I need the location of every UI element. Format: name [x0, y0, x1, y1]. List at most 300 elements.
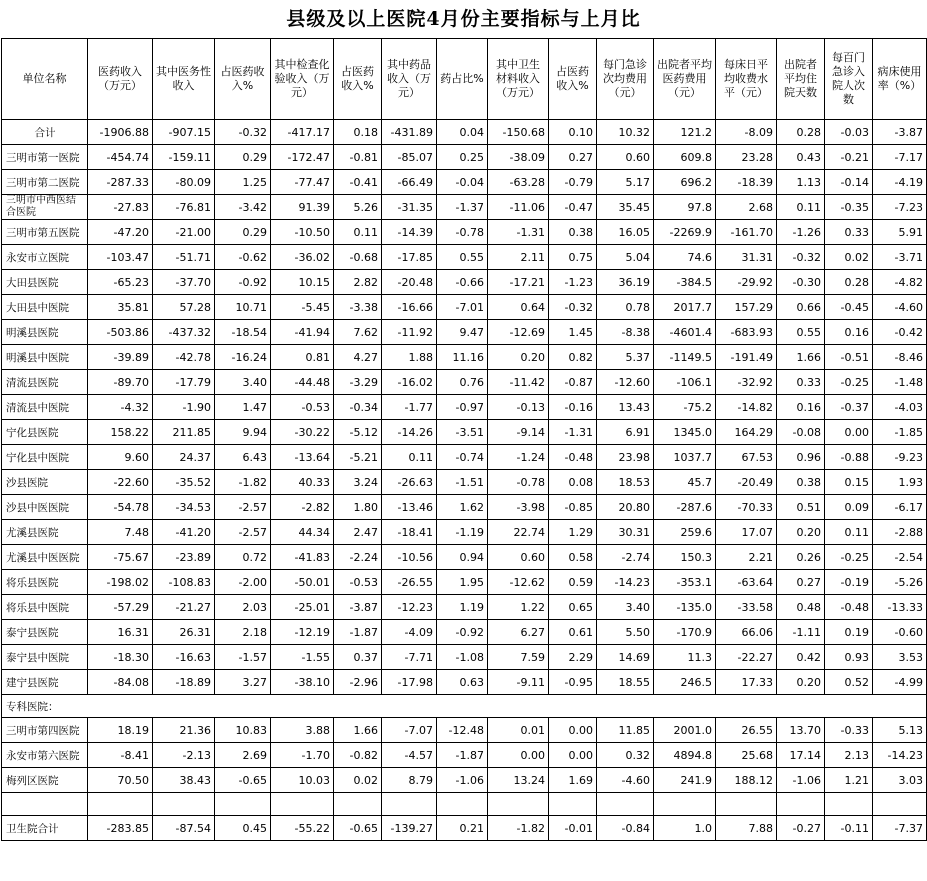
unit-name-cell: 宁化县医院 — [2, 420, 88, 445]
table-row — [2, 445, 927, 470]
value-cell: 74.6 — [654, 245, 716, 270]
value-cell: 609.8 — [654, 145, 716, 170]
table-row — [2, 220, 927, 245]
value-cell: 5.13 — [873, 718, 927, 743]
value-cell: -30.22 — [271, 420, 334, 445]
value-cell: 0.18 — [334, 120, 382, 145]
value-cell: -35.52 — [153, 470, 215, 495]
value-cell: -1.55 — [271, 645, 334, 670]
value-cell: -38.10 — [271, 670, 334, 695]
value-cell: -85.07 — [382, 145, 437, 170]
table-row — [2, 145, 927, 170]
value-cell: -12.23 — [382, 595, 437, 620]
value-cell: -8.09 — [716, 120, 777, 145]
value-cell: -0.95 — [549, 670, 597, 695]
value-cell: -417.17 — [271, 120, 334, 145]
value-cell: -6.17 — [873, 495, 927, 520]
value-cell: 0.10 — [549, 120, 597, 145]
value-cell: -5.45 — [271, 295, 334, 320]
value-cell: 2.03 — [215, 595, 271, 620]
value-cell: -0.34 — [334, 395, 382, 420]
value-cell: -150.68 — [488, 120, 549, 145]
value-cell: 3.03 — [873, 768, 927, 793]
value-cell: -22.60 — [88, 470, 153, 495]
value-cell: -1.11 — [777, 620, 825, 645]
value-cell: 26.31 — [153, 620, 215, 645]
value-cell: -12.19 — [271, 620, 334, 645]
table-row — [2, 245, 927, 270]
value-cell: -10.56 — [382, 545, 437, 570]
unit-name-cell: 宁化县中医院 — [2, 445, 88, 470]
value-cell: 5.50 — [597, 620, 654, 645]
table-row — [2, 570, 927, 595]
value-cell: 0.66 — [777, 295, 825, 320]
value-cell: 259.6 — [654, 520, 716, 545]
header-cell: 出院者平均医药费用（元） — [654, 39, 716, 120]
value-cell: 0.11 — [382, 445, 437, 470]
value-cell: -172.47 — [271, 145, 334, 170]
value-cell: 18.55 — [597, 670, 654, 695]
unit-name-cell: 泰宁县中医院 — [2, 645, 88, 670]
value-cell: 3.40 — [215, 370, 271, 395]
value-cell: -0.92 — [437, 620, 488, 645]
value-cell: 9.94 — [215, 420, 271, 445]
header-cell: 每百门急诊入院人次数 — [825, 39, 873, 120]
unit-name-cell: 三明市第四医院 — [2, 718, 88, 743]
value-cell: 0.11 — [777, 195, 825, 220]
value-cell: -135.0 — [654, 595, 716, 620]
table-row — [2, 270, 927, 295]
value-cell: 0.48 — [777, 595, 825, 620]
value-cell: 45.7 — [654, 470, 716, 495]
value-cell: 0.81 — [271, 345, 334, 370]
value-cell: -4.60 — [597, 768, 654, 793]
value-cell: -1.85 — [873, 420, 927, 445]
empty-cell — [88, 793, 153, 816]
value-cell: 0.27 — [549, 145, 597, 170]
empty-cell — [654, 793, 716, 816]
value-cell: 0.82 — [549, 345, 597, 370]
value-cell: -0.51 — [825, 345, 873, 370]
value-cell: 0.55 — [437, 245, 488, 270]
value-cell: -29.92 — [716, 270, 777, 295]
value-cell: -0.62 — [215, 245, 271, 270]
value-cell: -1.48 — [873, 370, 927, 395]
value-cell: -0.37 — [825, 395, 873, 420]
value-cell: 11.16 — [437, 345, 488, 370]
value-cell: 97.8 — [654, 195, 716, 220]
value-cell: -0.42 — [873, 320, 927, 345]
unit-name-cell: 明溪县医院 — [2, 320, 88, 345]
value-cell: 6.43 — [215, 445, 271, 470]
table-row — [2, 816, 927, 841]
header-cell: 占医药收入% — [215, 39, 271, 120]
value-cell: -1.08 — [437, 645, 488, 670]
value-cell: 0.00 — [549, 718, 597, 743]
value-cell: -4.99 — [873, 670, 927, 695]
value-cell: 241.9 — [654, 768, 716, 793]
value-cell: 17.33 — [716, 670, 777, 695]
value-cell: -4.32 — [88, 395, 153, 420]
indicator-table — [1, 38, 927, 841]
value-cell: -0.48 — [549, 445, 597, 470]
value-cell: 3.40 — [597, 595, 654, 620]
value-cell: 7.59 — [488, 645, 549, 670]
value-cell: -22.27 — [716, 645, 777, 670]
value-cell: 10.15 — [271, 270, 334, 295]
value-cell: -159.11 — [153, 145, 215, 170]
value-cell: -2.74 — [597, 545, 654, 570]
unit-name-cell: 合计 — [2, 120, 88, 145]
empty-cell — [549, 793, 597, 816]
value-cell: -0.78 — [488, 470, 549, 495]
value-cell: 0.65 — [549, 595, 597, 620]
table-row — [2, 170, 927, 195]
value-cell: -2269.9 — [654, 220, 716, 245]
value-cell: 0.76 — [437, 370, 488, 395]
value-cell: -1149.5 — [654, 345, 716, 370]
empty-cell — [437, 793, 488, 816]
value-cell: -18.41 — [382, 520, 437, 545]
value-cell: -0.88 — [825, 445, 873, 470]
value-cell: 0.00 — [825, 420, 873, 445]
value-cell: -1.70 — [271, 743, 334, 768]
value-cell: 0.52 — [825, 670, 873, 695]
value-cell: 23.98 — [597, 445, 654, 470]
value-cell: 0.16 — [825, 320, 873, 345]
value-cell: -0.47 — [549, 195, 597, 220]
value-cell: -17.98 — [382, 670, 437, 695]
value-cell: 1037.7 — [654, 445, 716, 470]
value-cell: -0.85 — [549, 495, 597, 520]
value-cell: -38.09 — [488, 145, 549, 170]
value-cell: -0.32 — [215, 120, 271, 145]
value-cell: -80.09 — [153, 170, 215, 195]
value-cell: 2.68 — [716, 195, 777, 220]
value-cell: -23.89 — [153, 545, 215, 570]
header-cell: 其中药品收入（万元） — [382, 39, 437, 120]
value-cell: -503.86 — [88, 320, 153, 345]
value-cell: -0.65 — [334, 816, 382, 841]
value-cell: -8.38 — [597, 320, 654, 345]
value-cell: 0.93 — [825, 645, 873, 670]
value-cell: -3.38 — [334, 295, 382, 320]
value-cell: 0.21 — [437, 816, 488, 841]
value-cell: -0.87 — [549, 370, 597, 395]
unit-name-cell: 尤溪县医院 — [2, 520, 88, 545]
value-cell: -7.37 — [873, 816, 927, 841]
value-cell: -0.32 — [777, 245, 825, 270]
value-cell: 8.79 — [382, 768, 437, 793]
header-row — [2, 39, 927, 120]
value-cell: 0.60 — [597, 145, 654, 170]
value-cell: 1.29 — [549, 520, 597, 545]
value-cell: 5.91 — [873, 220, 927, 245]
value-cell: -283.85 — [88, 816, 153, 841]
unit-name-cell: 清流县中医院 — [2, 395, 88, 420]
table-row — [2, 195, 927, 220]
value-cell: -0.35 — [825, 195, 873, 220]
section-row — [2, 695, 927, 718]
table-row — [2, 395, 927, 420]
value-cell: -47.20 — [88, 220, 153, 245]
value-cell: -37.70 — [153, 270, 215, 295]
value-cell: -20.49 — [716, 470, 777, 495]
value-cell: -1.87 — [437, 743, 488, 768]
value-cell: 150.3 — [654, 545, 716, 570]
value-cell: -0.25 — [825, 370, 873, 395]
value-cell: -5.21 — [334, 445, 382, 470]
header-cell: 其中医务性收入 — [153, 39, 215, 120]
value-cell: -2.54 — [873, 545, 927, 570]
value-cell: 67.53 — [716, 445, 777, 470]
value-cell: -36.02 — [271, 245, 334, 270]
value-cell: -1906.88 — [88, 120, 153, 145]
value-cell: -11.06 — [488, 195, 549, 220]
value-cell: 6.91 — [597, 420, 654, 445]
empty-cell — [488, 793, 549, 816]
value-cell: -2.57 — [215, 520, 271, 545]
value-cell: 0.55 — [777, 320, 825, 345]
value-cell: -2.24 — [334, 545, 382, 570]
value-cell: -0.03 — [825, 120, 873, 145]
unit-name-cell: 大田县中医院 — [2, 295, 88, 320]
table-row — [2, 595, 927, 620]
value-cell: -0.04 — [437, 170, 488, 195]
value-cell: -25.01 — [271, 595, 334, 620]
value-cell: 0.60 — [488, 545, 549, 570]
value-cell: 0.02 — [825, 245, 873, 270]
value-cell: -1.77 — [382, 395, 437, 420]
value-cell: -139.27 — [382, 816, 437, 841]
value-cell: -26.55 — [382, 570, 437, 595]
value-cell: -57.29 — [88, 595, 153, 620]
value-cell: -50.01 — [271, 570, 334, 595]
value-cell: 5.37 — [597, 345, 654, 370]
value-cell: -0.92 — [215, 270, 271, 295]
value-cell: 0.01 — [488, 718, 549, 743]
value-cell: -63.28 — [488, 170, 549, 195]
value-cell: 24.37 — [153, 445, 215, 470]
value-cell: 10.03 — [271, 768, 334, 793]
value-cell: -26.63 — [382, 470, 437, 495]
value-cell: 0.29 — [215, 220, 271, 245]
value-cell: 5.04 — [597, 245, 654, 270]
value-cell: -0.81 — [334, 145, 382, 170]
unit-name-cell: 卫生院合计 — [2, 816, 88, 841]
value-cell: -89.70 — [88, 370, 153, 395]
value-cell: -21.27 — [153, 595, 215, 620]
empty-cell — [215, 793, 271, 816]
value-cell: -4601.4 — [654, 320, 716, 345]
value-cell: -0.65 — [215, 768, 271, 793]
header-cell: 药占比% — [437, 39, 488, 120]
value-cell: 0.11 — [334, 220, 382, 245]
value-cell: 0.59 — [549, 570, 597, 595]
value-cell: 0.28 — [825, 270, 873, 295]
value-cell: -0.53 — [271, 395, 334, 420]
value-cell: 2.21 — [716, 545, 777, 570]
value-cell: -8.41 — [88, 743, 153, 768]
value-cell: 0.96 — [777, 445, 825, 470]
value-cell: 1.62 — [437, 495, 488, 520]
table-row — [2, 370, 927, 395]
value-cell: -18.89 — [153, 670, 215, 695]
value-cell: -17.85 — [382, 245, 437, 270]
value-cell: 2.69 — [215, 743, 271, 768]
value-cell: -1.31 — [488, 220, 549, 245]
value-cell: 3.53 — [873, 645, 927, 670]
table-row — [2, 120, 927, 145]
header-cell: 每床日平均收费水平（元） — [716, 39, 777, 120]
value-cell: 0.78 — [597, 295, 654, 320]
empty-cell — [153, 793, 215, 816]
value-cell: 11.85 — [597, 718, 654, 743]
value-cell: -63.64 — [716, 570, 777, 595]
value-cell: -41.83 — [271, 545, 334, 570]
value-cell: 1.25 — [215, 170, 271, 195]
value-cell: -0.45 — [825, 295, 873, 320]
unit-name-cell: 三明市中西医结合医院 — [2, 195, 88, 220]
value-cell: 1.66 — [334, 718, 382, 743]
value-cell: 16.31 — [88, 620, 153, 645]
value-cell: -0.27 — [777, 816, 825, 841]
empty-cell — [2, 793, 88, 816]
value-cell: 7.48 — [88, 520, 153, 545]
value-cell: -18.54 — [215, 320, 271, 345]
value-cell: -7.23 — [873, 195, 927, 220]
value-cell: -4.19 — [873, 170, 927, 195]
header-unit-name: 单位名称 — [2, 39, 88, 120]
value-cell: -437.32 — [153, 320, 215, 345]
value-cell: -1.06 — [437, 768, 488, 793]
value-cell: 26.55 — [716, 718, 777, 743]
value-cell: 2.13 — [825, 743, 873, 768]
table-row — [2, 743, 927, 768]
value-cell: -16.02 — [382, 370, 437, 395]
value-cell: -84.08 — [88, 670, 153, 695]
value-cell: 1.66 — [777, 345, 825, 370]
value-cell: -0.14 — [825, 170, 873, 195]
value-cell: -287.33 — [88, 170, 153, 195]
value-cell: -3.42 — [215, 195, 271, 220]
header-cell: 出院者平均住院天数 — [777, 39, 825, 120]
value-cell: 4894.8 — [654, 743, 716, 768]
unit-name-cell: 永安市第六医院 — [2, 743, 88, 768]
value-cell: 21.36 — [153, 718, 215, 743]
value-cell: -7.17 — [873, 145, 927, 170]
value-cell: -3.98 — [488, 495, 549, 520]
value-cell: -5.26 — [873, 570, 927, 595]
value-cell: -1.82 — [215, 470, 271, 495]
value-cell: -108.83 — [153, 570, 215, 595]
table-body — [2, 120, 927, 841]
value-cell: 121.2 — [654, 120, 716, 145]
value-cell: 1.80 — [334, 495, 382, 520]
value-cell: 0.32 — [597, 743, 654, 768]
unit-name-cell: 大田县医院 — [2, 270, 88, 295]
value-cell: -41.94 — [271, 320, 334, 345]
table-row — [2, 470, 927, 495]
value-cell: 22.74 — [488, 520, 549, 545]
value-cell: -17.21 — [488, 270, 549, 295]
value-cell: 188.12 — [716, 768, 777, 793]
value-cell: 13.70 — [777, 718, 825, 743]
value-cell: -55.22 — [271, 816, 334, 841]
spacer-row — [2, 793, 927, 816]
value-cell: 0.20 — [488, 345, 549, 370]
value-cell: -170.9 — [654, 620, 716, 645]
value-cell: -287.6 — [654, 495, 716, 520]
empty-cell — [777, 793, 825, 816]
value-cell: -11.42 — [488, 370, 549, 395]
value-cell: 0.64 — [488, 295, 549, 320]
value-cell: 70.50 — [88, 768, 153, 793]
table-row — [2, 320, 927, 345]
value-cell: 0.94 — [437, 545, 488, 570]
value-cell: -9.23 — [873, 445, 927, 470]
value-cell: -0.30 — [777, 270, 825, 295]
table-row — [2, 495, 927, 520]
value-cell: -20.48 — [382, 270, 437, 295]
value-cell: -9.11 — [488, 670, 549, 695]
unit-name-cell: 梅列区医院 — [2, 768, 88, 793]
value-cell: -5.12 — [334, 420, 382, 445]
value-cell: -106.1 — [654, 370, 716, 395]
value-cell: -10.50 — [271, 220, 334, 245]
empty-cell — [716, 793, 777, 816]
value-cell: 1.88 — [382, 345, 437, 370]
empty-cell — [334, 793, 382, 816]
value-cell: -4.60 — [873, 295, 927, 320]
unit-name-cell: 清流县医院 — [2, 370, 88, 395]
value-cell: -14.23 — [873, 743, 927, 768]
value-cell: 0.51 — [777, 495, 825, 520]
value-cell: 0.37 — [334, 645, 382, 670]
value-cell: -431.89 — [382, 120, 437, 145]
value-cell: 66.06 — [716, 620, 777, 645]
value-cell: 44.34 — [271, 520, 334, 545]
value-cell: 0.02 — [334, 768, 382, 793]
value-cell: -27.83 — [88, 195, 153, 220]
unit-name-cell: 三明市第二医院 — [2, 170, 88, 195]
value-cell: -32.92 — [716, 370, 777, 395]
table-header — [2, 39, 927, 120]
value-cell: 1.22 — [488, 595, 549, 620]
value-cell: -14.82 — [716, 395, 777, 420]
value-cell: 2.47 — [334, 520, 382, 545]
value-cell: -1.82 — [488, 816, 549, 841]
value-cell: -1.90 — [153, 395, 215, 420]
value-cell: 0.09 — [825, 495, 873, 520]
page-title: 县级及以上医院4月份主要指标与上月比 — [286, 8, 641, 30]
table-row — [2, 718, 927, 743]
value-cell: -44.48 — [271, 370, 334, 395]
value-cell: -34.53 — [153, 495, 215, 520]
value-cell: 0.61 — [549, 620, 597, 645]
unit-name-cell: 永安市立医院 — [2, 245, 88, 270]
value-cell: 35.81 — [88, 295, 153, 320]
unit-name-cell: 尤溪县中医医院 — [2, 545, 88, 570]
empty-cell — [382, 793, 437, 816]
value-cell: -454.74 — [88, 145, 153, 170]
header-cell: 病床使用率（%） — [873, 39, 927, 120]
empty-cell — [597, 793, 654, 816]
value-cell: -39.89 — [88, 345, 153, 370]
value-cell: 1.19 — [437, 595, 488, 620]
value-cell: 1.93 — [873, 470, 927, 495]
value-cell: -77.47 — [271, 170, 334, 195]
